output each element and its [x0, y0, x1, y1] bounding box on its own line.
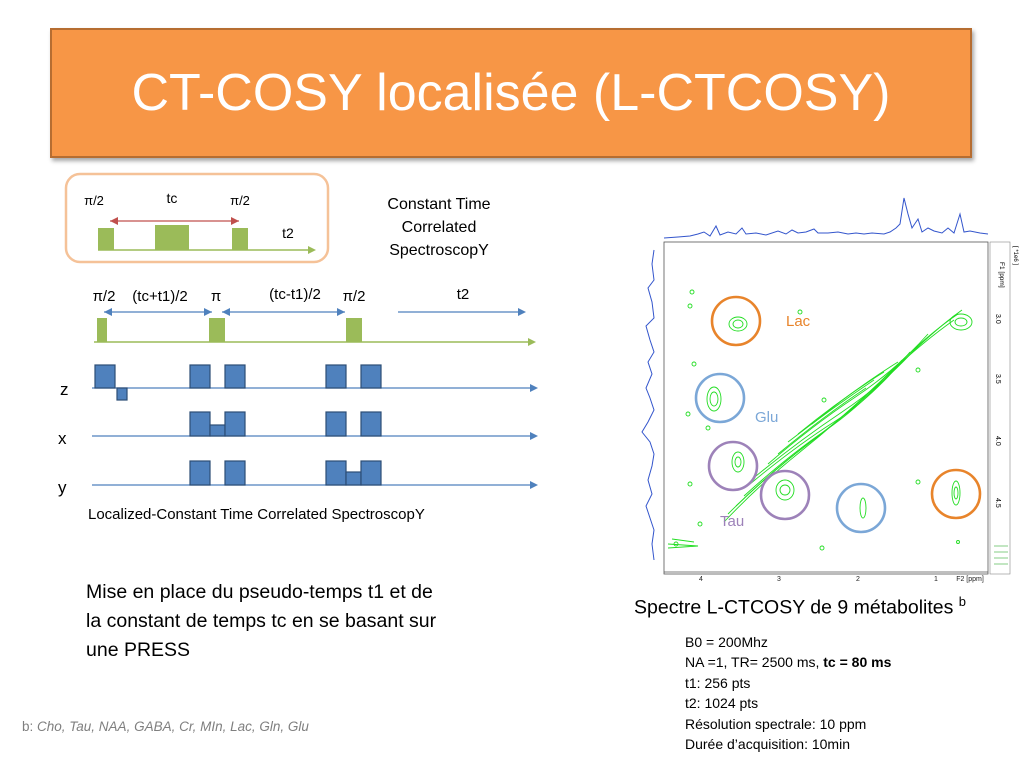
ct-line-2: Correlated — [401, 219, 477, 236]
spectrum-title-text: Spectre L-CTCOSY de 9 métabolites — [634, 596, 954, 619]
param-tc: tc = 80 ms — [823, 654, 892, 671]
left-projection — [642, 250, 654, 560]
seq-label-tc-minus-t1: (tc-t1)/2 — [269, 286, 321, 303]
seq-rf-pulse-1 — [97, 318, 107, 342]
param-b0: B0 = 200Mhz — [685, 634, 768, 650]
param-na-tr: NA =1, TR= 2500 ms, — [685, 654, 824, 671]
ct-description — [368, 193, 510, 262]
param-t1: t1: 256 pts — [685, 674, 751, 691]
f2-tick-2: 2 — [856, 576, 860, 583]
f2-axis-label: F2 [ppm] — [956, 576, 984, 583]
f1-scale-bar — [990, 242, 1010, 574]
param-duration: Durée d’acquisition: 10min — [685, 736, 850, 753]
f2-tick-3: 3 — [777, 576, 781, 583]
param-na-tr-tc — [685, 652, 891, 672]
inset-t2-label: t2 — [282, 225, 294, 241]
body-line-2: la constant de temps tc en se basant sur — [86, 610, 437, 632]
f1-tick-4.0: 4.0 — [994, 436, 1001, 446]
ctcosy-inset-diagram — [64, 172, 330, 264]
label-tau: Tau — [720, 513, 745, 530]
seq-label-pi: π — [210, 288, 222, 305]
inset-pulse-right-label: π/2 — [230, 193, 250, 208]
f1-axis-label: F1 [ppm] — [998, 262, 1005, 288]
scale-corner-label: [ *1e6 ] — [1012, 246, 1018, 266]
body-line-1: Mise en place du pseudo-temps t1 et de — [86, 581, 433, 603]
ctcosy-spectrum — [628, 184, 1024, 584]
body-text — [86, 578, 516, 665]
sequence-caption: Localized-Constant Time Correlated SpectroscopY — [88, 506, 425, 523]
label-glu: Glu — [755, 409, 779, 426]
inset-pulse-1 — [98, 228, 114, 250]
spectrum-title — [634, 594, 966, 620]
top-projection — [664, 198, 988, 238]
axis-label-y: y — [58, 478, 67, 497]
seq-rf-pulse-3 — [346, 318, 362, 342]
inset-pulse-3 — [232, 228, 248, 250]
seq-label-tc-plus-t1: (tc+t1)/2 — [132, 288, 188, 305]
f1-tick-4.5: 4.5 — [994, 498, 1001, 508]
label-lac: Lac — [786, 313, 811, 330]
inset-tc-label: tc — [166, 190, 178, 206]
acquisition-params — [685, 632, 891, 754]
slide-title: CT-COSY localisée (L-CTCOSY) — [131, 64, 891, 122]
param-resolution: Résolution spectrale: 10 ppm — [685, 715, 867, 732]
ct-line-3: SpectroscopY — [389, 242, 489, 259]
seq-label-pi2-b: π/2 — [342, 288, 366, 305]
lctcosy-sequence-diagram — [52, 284, 548, 500]
inset-pulse-2 — [155, 225, 189, 250]
gradient-lobes — [95, 365, 381, 485]
f2-tick-1: 1 — [934, 576, 938, 583]
axis-label-x: x — [58, 429, 67, 448]
param-t2: t2: 1024 pts — [685, 695, 759, 712]
seq-label-t2: t2 — [456, 286, 470, 303]
seq-rf-pulse-2 — [209, 318, 225, 342]
footnote — [22, 719, 309, 734]
inset-pulse-left-label: π/2 — [84, 193, 104, 208]
f1-tick-3.5: 3.5 — [994, 374, 1001, 384]
seq-label-pi2-a: π/2 — [92, 288, 116, 305]
f2-tick-4: 4 — [699, 576, 703, 583]
footnote-prefix: b: — [22, 719, 38, 734]
body-line-3: une PRESS — [86, 639, 191, 661]
f1-tick-3.0: 3.0 — [994, 314, 1001, 324]
ct-line-1: Constant Time — [387, 196, 491, 213]
title-banner — [50, 28, 972, 158]
footnote-text: Cho, Tau, NAA, GABA, Cr, MIn, Lac, Gln, Glu — [37, 719, 309, 734]
plot-frame — [664, 242, 988, 574]
axis-label-z: z — [60, 380, 69, 399]
spectrum-title-sup: b — [958, 594, 967, 609]
